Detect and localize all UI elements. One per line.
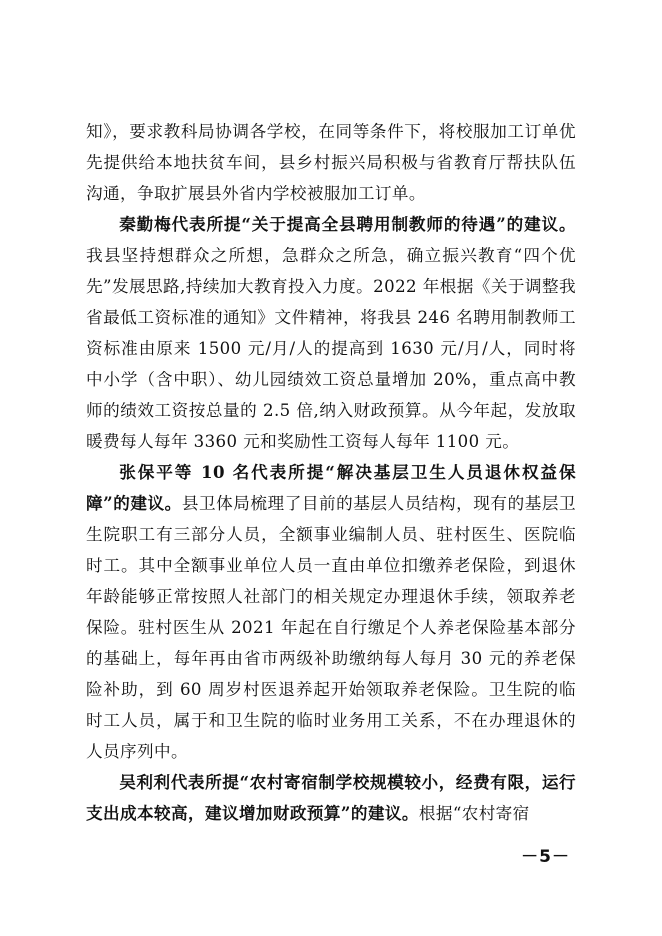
paragraph-text: 我县坚持想群众之所想，急群众之所急，确立振兴教育“四个优先”发展思路,持续加大教育投入力度。2022 年根据《关于调整我省最低工资标准的通知》文件精神，将我县 246 名聘用制教师工资标准由原来 1500 元/月/人的提高到 1630 元/月/人，同时将中小学（含中职）、幼儿园绩效工资总量增加 20%，重点高中教师的绩效工资按总量的 2.5 倍,纳入财政预算。从今年起，发放取暖费每人每年 3360 元和奖励性工资每人每年 1100 元。: [86, 246, 576, 451]
proposal-heading: 吴利利代表所提“农村寄宿制学校规模较小，经费有限，运行支出成本较高，建议增加财政预算”的建议。: [86, 772, 576, 823]
paragraph-text: 根据“农村寄宿: [418, 804, 530, 823]
page-number: －5－: [521, 847, 570, 867]
proposal-heading: 张保平等 10 名代表所提“解决基层卫生人员退休权益保障”的建议。: [86, 462, 576, 513]
paragraph-boarding-school-budget-proposal: [86, 767, 576, 829]
document-body: [86, 116, 576, 829]
paragraph-text: 县卫体局梳理了目前的基层人员结构，现有的基层卫生院职工有三部分人员，全额事业编制人员、驻村医生、医院临时工。其中全额事业单位人员一直由单位扣缴养老保险，到退休年龄能够正常按照人社部门的相关规定办理退休手续，领取养老保险。驻村医生从 2021 年起在自行缴足个人养老保险基本部分的基础上，每年再由省市两级补助缴纳每人每月 30 元的养老保险补助，到 60 周岁村医退养起开始领取养老保险。卫生院的临时工人员，属于和卫生院的临时业务用工关系，不在办理退休的人员序列中。: [86, 494, 576, 761]
paragraph-text: 知》，要求教科局协调各学校，在同等条件下，将校服加工订单优先提供给本地扶贫车间，县乡村振兴局积极与省教育厅帮扶队伍沟通，争取扩展县外省内学校被服加工订单。: [86, 122, 576, 203]
proposal-heading: 秦勤梅代表所提“关于提高全县聘用制教师的待遇”的建议。: [119, 214, 576, 234]
paragraph-health-worker-retirement-proposal: [86, 457, 576, 767]
paragraph-school-uniform-orders: [86, 116, 576, 209]
paragraph-teacher-salary-proposal: [86, 209, 576, 457]
